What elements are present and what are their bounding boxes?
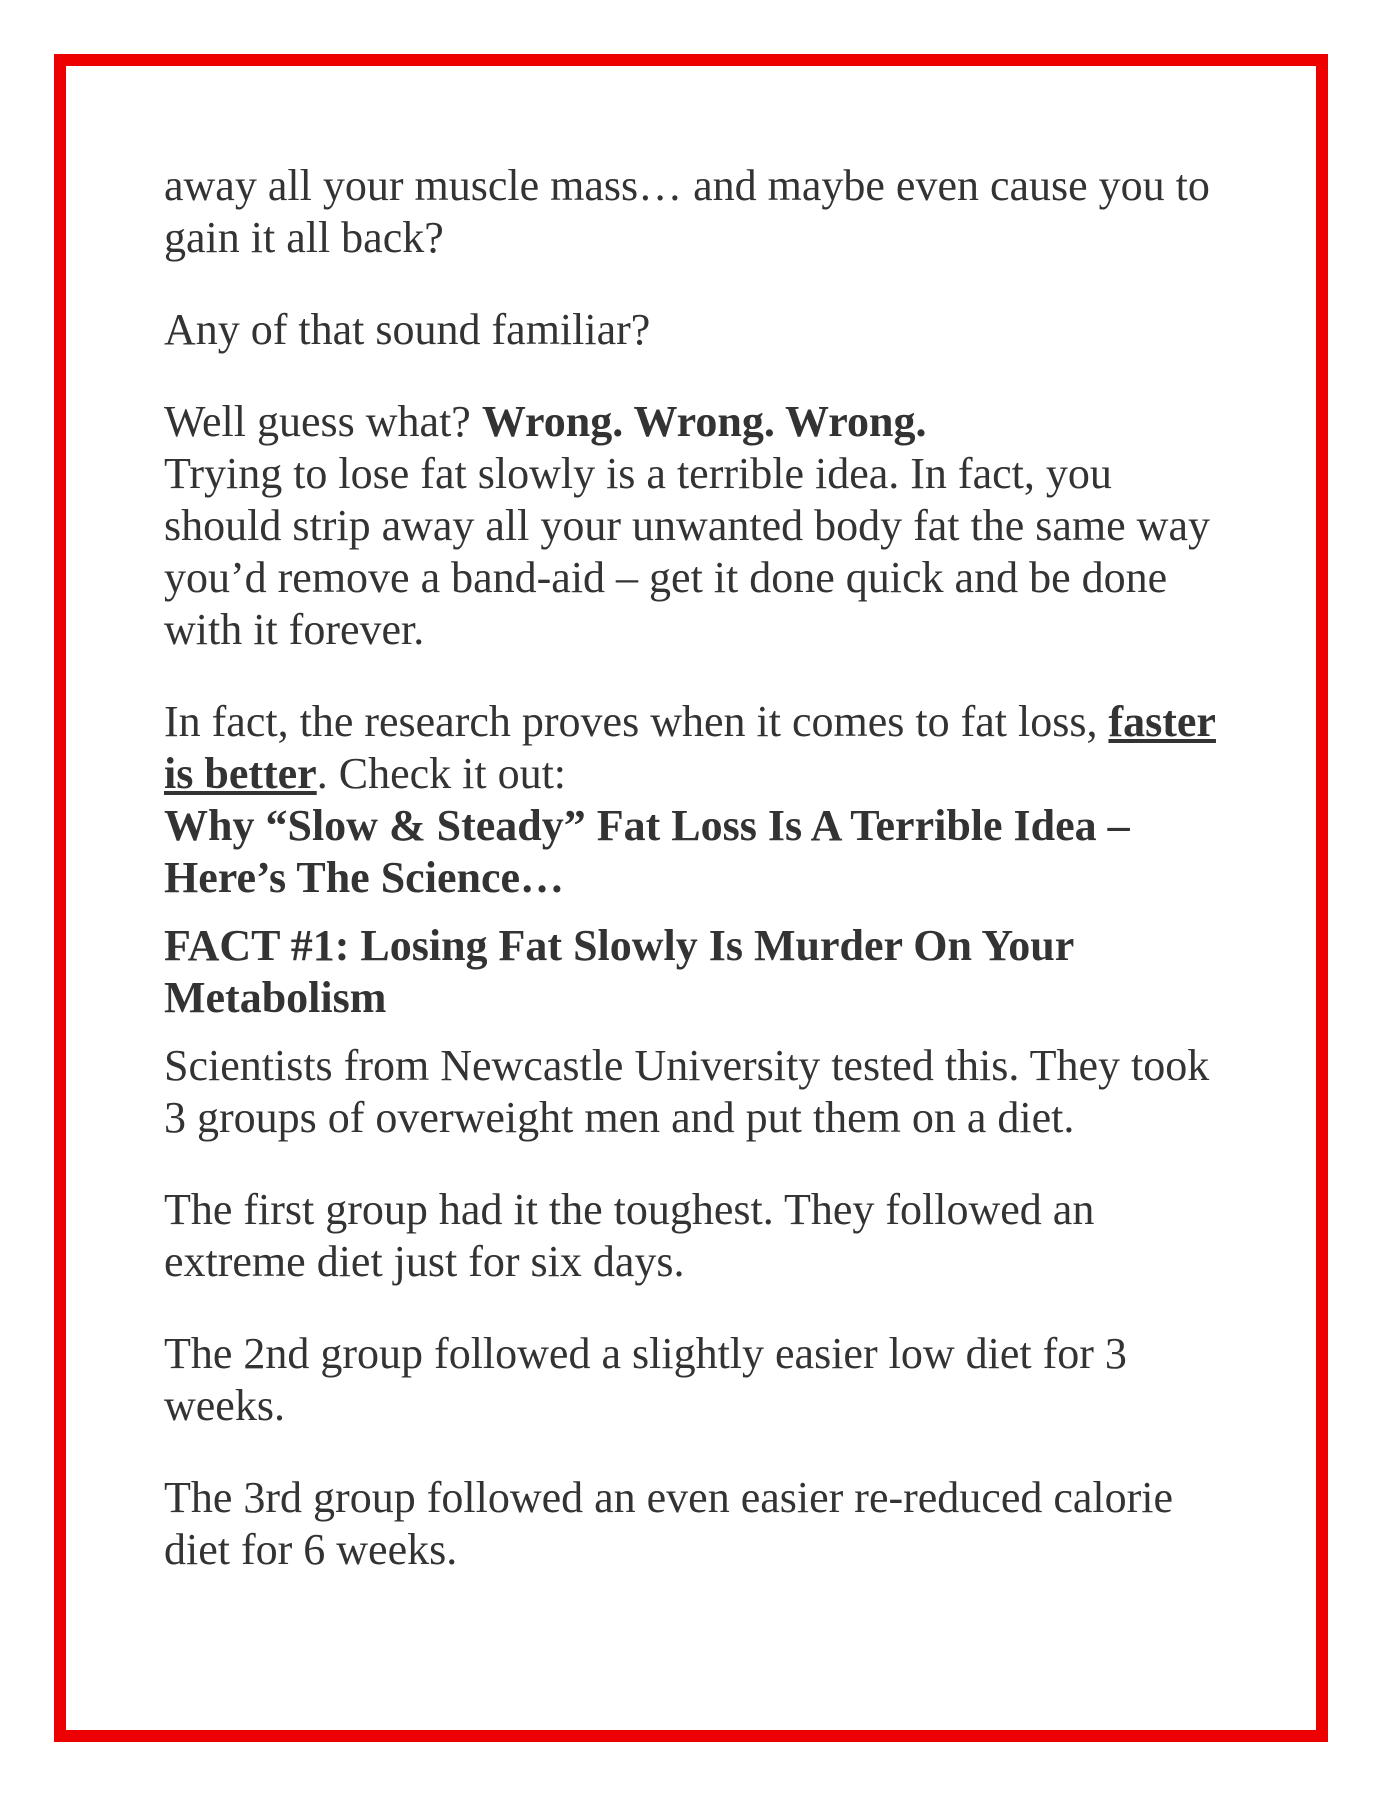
- paragraph-research: [164, 696, 1224, 800]
- paragraph-familiar: Any of that sound familiar?: [164, 305, 651, 354]
- research-lead: In fact, the research proves when it comes to fat loss,: [164, 697, 1109, 746]
- paragraph-group-one: The first group had it the toughest. They followed an extreme diet just for six days.: [164, 1185, 1095, 1286]
- faster-is-better-link: faster is better: [164, 697, 1216, 798]
- document-body: [164, 160, 1224, 1576]
- section-heading: Why “Slow & Steady” Fat Loss Is A Terrible Idea – Here’s The Science…: [164, 801, 1130, 902]
- research-tail: . Check it out:: [316, 749, 567, 798]
- fact-heading: FACT #1: Losing Fat Slowly Is Murder On Your Metabolism: [164, 921, 1074, 1022]
- guess-lead: Well guess what?: [164, 397, 482, 446]
- paragraph-intro: away all your muscle mass… and maybe even cause you to gain it all back?: [164, 161, 1210, 262]
- paragraph-band-aid: Trying to lose fat slowly is a terrible idea. In fact, you should strip away all your unwanted body fat the same way you’d remove a band-aid – get it done quick and be done with it forever.: [164, 449, 1210, 654]
- paragraph-group-two: The 2nd group followed a slightly easier low diet for 3 weeks.: [164, 1329, 1127, 1430]
- paragraph-group-three: The 3rd group followed an even easier re-reduced calorie diet for 6 weeks.: [164, 1473, 1174, 1574]
- paragraph-newcastle: Scientists from Newcastle University tested this. They took 3 groups of overweight men and put them on a diet.: [164, 1041, 1210, 1142]
- wrong-emphasis: Wrong. Wrong. Wrong.: [481, 397, 927, 446]
- paragraph-guess: [164, 396, 1224, 448]
